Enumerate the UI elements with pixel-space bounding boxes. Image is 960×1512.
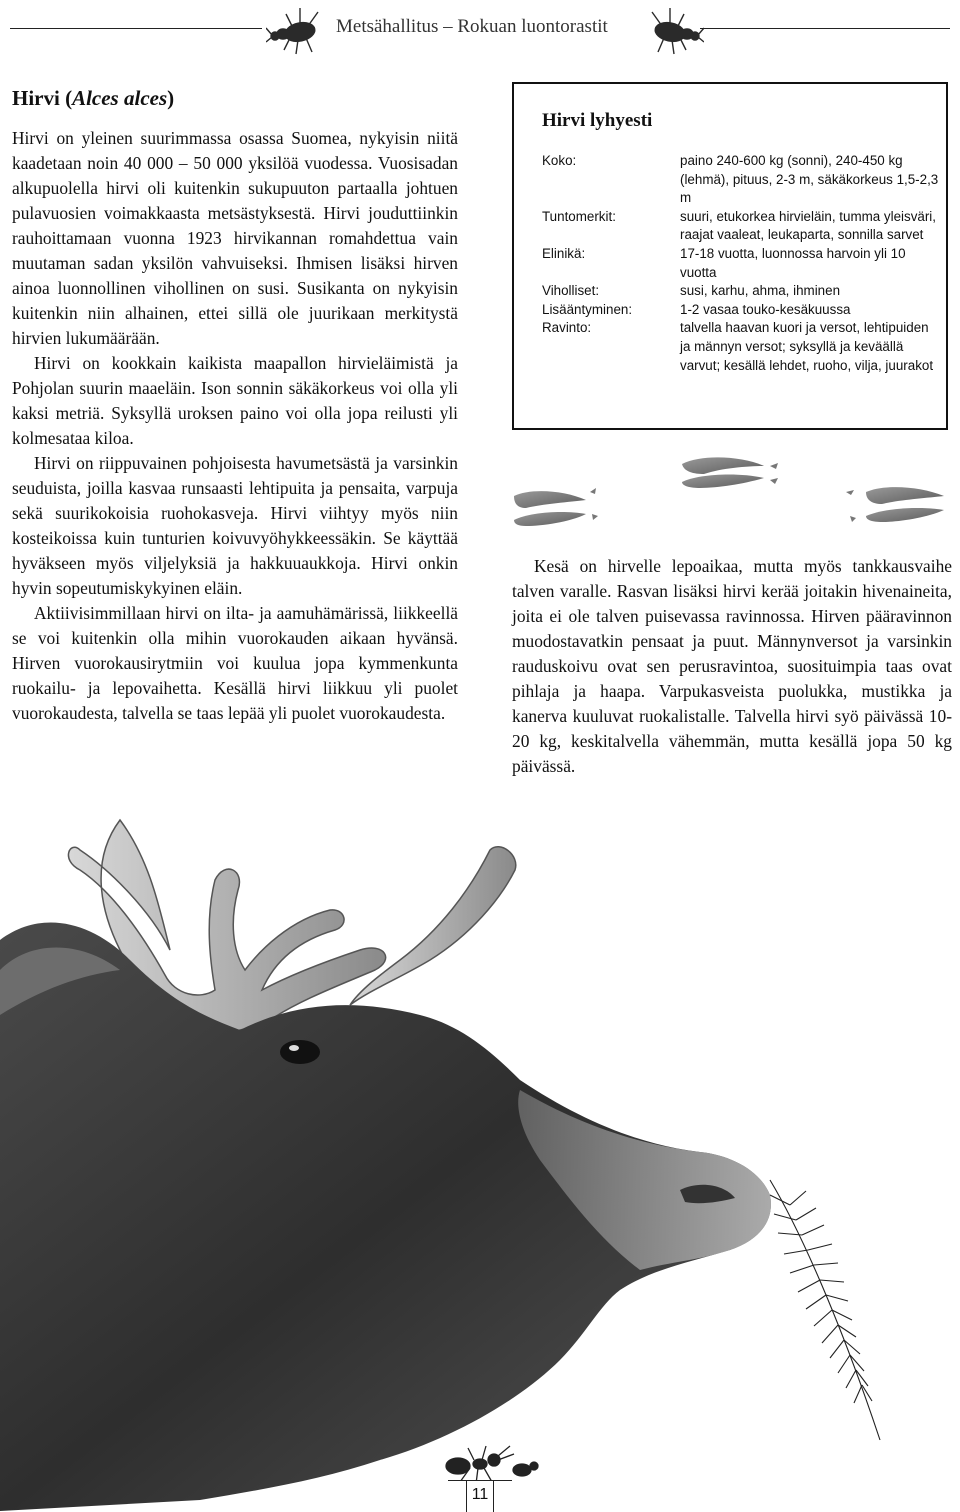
fact-row-reproduction: [542, 301, 942, 320]
left-column-text: [12, 126, 458, 726]
fact-value: susi, karhu, ahma, ihminen: [680, 283, 841, 299]
paragraph: Hirvi on kookkain kaikista maapallon hirvieläimistä ja Pohjolan suurin maaeläin. Ison sonnin säkäkorkeus voi olla yli kaksi metriä. Syksyllä uroksen paino voi olla jopa reilusti yli kolmesataa kiloa.: [12, 353, 458, 448]
header-rule-right: [700, 28, 950, 29]
header-rule-left: [10, 28, 262, 29]
fact-label: Tuntomerkit:: [542, 208, 616, 224]
page-number-rule-right: [493, 1481, 494, 1512]
paragraph: Aktiivisimmillaan hirvi on ilta- ja aamuhämärissä, liikkeellä se voi kuitenkin olla mihin vuorokauden aikaan hyvänsä. Hirven vuorokausirytmiin voi kuulua jopa kymmenkunta ruokailu- ja lepovaihetta. Kesällä hirvi liikkuu yli puolet vuorokaudesta, talvella se taas lepää yli puolet vuorokaudesta.: [12, 603, 458, 723]
paragraph: Hirvi on riippuvainen pohjoisesta havumetsästä ja varsinkin seuduista, joilla kasvaa runsaasti lehtipuita ja pensaita, varpuja sekä suurikokoisia ruohokasveja. Hirvi viihtyy myös niin kosteikoissa kuin tunturien koivuvyöhykkeessäkin. Se käyttää hyväkseen myös viljelyksiä ja hakkuuaukkoja. Hirvi onkin hyvin sopeutumiskykyinen eläin.: [12, 453, 458, 598]
fact-label: Elinikä:: [542, 245, 586, 261]
hoof-print: [682, 457, 778, 488]
paragraph: Kesä on hirvelle lepoaikaa, mutta myös tankkausvaihe talven varalle. Rasvan lisäksi hirvi kerää joitakin hivenaineita, joita ei ole talven puisevassa ravinnossa. Hirven pääravinnon muodostavatkin pensaat ja puut. Männynversot ja varsinkin rauduskoivu ovat sen perusravintoa, suosituimpia taas ovat pihlaja ja haapa. Varpukasveista puolukka, mustikka ja kanerva kuuluvat ruokalistalle. Talvella hirvi syö päivässä 10-20 kg, keskitalvella vähemmän, mutta kesällä jopa 50 kg päivässä.: [512, 556, 952, 776]
fact-label: Ravinto:: [542, 320, 592, 336]
fact-label: Lisääntyminen:: [542, 301, 633, 317]
fact-box: [512, 82, 948, 430]
spruce-twig: [770, 1180, 880, 1440]
fact-row-size: [542, 152, 942, 208]
fact-box-title: Hirvi lyhyesti: [542, 110, 653, 131]
fact-value: 1-2 vasaa touko-kesäkuussa: [680, 301, 851, 317]
fact-row-features: [542, 208, 942, 245]
fact-value: suuri, etukorkea hirvieläin, tumma yleisväri, raajat vaaleat, leukaparta, sonnilla sarvet: [680, 208, 937, 243]
paragraph: Hirvi on yleinen suurimmassa osassa Suomea, nykyisin niitä kaadetaan noin 40 000 – 50 000 yksilöä vuodessa. Vuosisadan alkupuolella hirvi oli kuitenkin sukupuuton partaalla johtuen pulavuosien voimakkaasta metsästyksestä. Hirvi jouduttiinkin rauhoittamaan vuonna 1923 hirvikannan romahdettua vain muutaman sadan yksilön vahvuiseksi. Ihmisen lisäksi hirven ainoa luonnollinen vihollinen on susi. Susikanta on nykyisin kuitenkin niin alhainen, ettei sillä ole juurikaan merkitystä hirvien lukumäärään.: [12, 128, 458, 348]
antler: [350, 847, 516, 1005]
right-column-text: [512, 554, 952, 779]
title-prefix: Hirvi (: [12, 86, 73, 110]
fact-value: 17-18 vuotta, luonnossa harvoin yli 10 vuotta: [680, 245, 906, 280]
fact-row-lifespan: [542, 245, 942, 282]
article-title: [12, 86, 174, 111]
fact-row-enemies: [542, 282, 942, 301]
moose-eye: [280, 1040, 320, 1064]
scientific-name: Alces alces: [72, 86, 168, 110]
page-number-text: 11: [471, 1486, 489, 1503]
header-title: Metsähallitus – Rokuan luontorastit: [336, 16, 608, 37]
page-number: [448, 1480, 512, 1512]
fact-row-diet: [542, 319, 942, 375]
fact-box-rows: [542, 152, 942, 375]
fact-label: Viholliset:: [542, 283, 600, 299]
beetle-icon: [642, 2, 704, 56]
page-number-rule-left: [466, 1481, 467, 1512]
beetle-icon: [266, 2, 328, 56]
fact-label: Koko:: [542, 153, 577, 168]
moose-tracks-illustration: [512, 452, 952, 552]
hoof-print: [514, 488, 598, 526]
moose-head-illustration: [0, 800, 960, 1511]
fact-value: paino 240-600 kg (sonni), 240-450 kg (lehmä), pituus, 2-3 m, säkäkorkeus 1,5-2,3 m: [680, 153, 939, 206]
page-header: [0, 0, 960, 64]
hoof-print: [846, 487, 944, 522]
fact-value: talvella haavan kuori ja versot, lehtipuiden ja männyn versot; syksyllä ja keväällä varvut; kesällä lehdet, ruoho, vilja, juurakot: [680, 320, 934, 373]
title-suffix: ): [167, 86, 175, 110]
